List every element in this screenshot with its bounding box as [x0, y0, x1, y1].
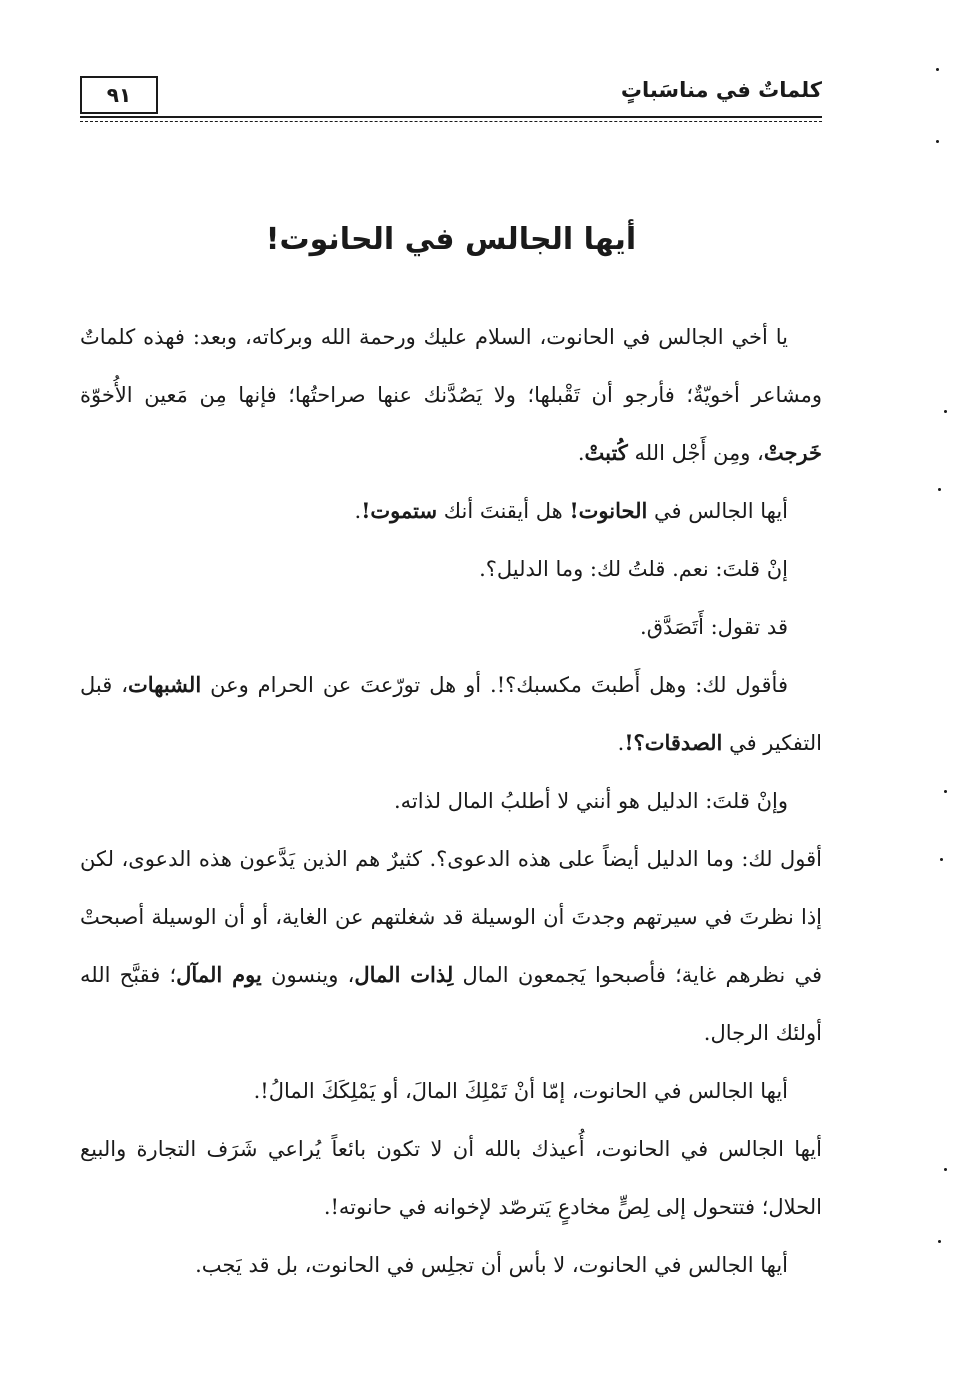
text-run: قد تقول: أَتَصَدَّق.: [640, 615, 788, 639]
paragraph: [80, 308, 822, 482]
bold-phrase: كُتبتْ: [584, 440, 628, 465]
text-run: .: [577, 441, 585, 465]
running-title: كلماتٌ في مناسَباتٍ: [620, 78, 822, 102]
bold-phrase: الشبهات: [128, 672, 202, 697]
paragraph: [80, 540, 822, 598]
text-run: هل أيقنتَ أنك: [437, 499, 570, 523]
bold-phrase: لِذات المال: [354, 962, 454, 987]
text-run: أيها الجالس في: [647, 499, 788, 523]
bold-phrase: الصدقات؟!: [624, 730, 723, 755]
margin-dot: [938, 488, 941, 491]
bold-phrase: ستموت!: [361, 498, 438, 523]
margin-dot: [936, 68, 939, 71]
text-run: .: [354, 499, 362, 523]
paragraph: [80, 656, 822, 772]
text-run: ، ومِن أَجْل الله: [627, 441, 764, 465]
header-rule: [80, 116, 822, 118]
text-run: ؛ فقبَّح الله أولئك الرجال.: [80, 963, 822, 1045]
text-run: أيها الجالس في الحانوت، لا بأس أن تجلِس في الحانوت، بل قد يَجب.: [195, 1253, 788, 1277]
text-run: أقول لك: وما الدليل أيضاً على هذه الدعوى؟. كثيرٌ هم الذين يَدَّعون هذه الدعوى، لكن إذا نظرتَ في سيرتهم وجدتَ أن الوسيلة قد شغلتهم عن الغاية، أو أن الوسيلة أصبحتْ في نظرهم غاية؛ فأصبحوا يَجمعون المال: [80, 847, 822, 987]
bold-phrase: الحانوت!: [569, 498, 648, 523]
paragraph: [80, 1120, 822, 1236]
text-run: .: [617, 731, 625, 755]
chapter-title: أيها الجالس في الحانوت!: [265, 222, 637, 257]
text-run: ، قبل التفكير في: [80, 673, 822, 755]
margin-dot: [944, 1168, 947, 1171]
body-text: [80, 308, 822, 1294]
page-header: [80, 72, 822, 120]
text-run: وإنْ قلتَ: الدليل هو أنني لا أطلبُ المال لذاته.: [394, 789, 788, 813]
text-run: أيها الجالس في الحانوت، أُعيذك بالله أن لا تكون بائعاً يُراعي شَرَف التجارة والبيع الحلال؛ فتتحول إلى لِصٍّ مخادعٍ يَترصّد لإخوانه في حانوته!.: [80, 1137, 822, 1219]
margin-dot: [936, 140, 939, 143]
page-number: ٩١: [80, 76, 158, 114]
bold-phrase: يوم المآل: [176, 962, 262, 987]
bold-phrase: خَرجتْ: [763, 440, 822, 465]
text-run: ، وينسون: [261, 963, 355, 987]
margin-dot: [944, 790, 947, 793]
paragraph: [80, 830, 822, 1062]
text-run: فأقول لك: وهل أَطبتَ مكسبك؟!. أو هل تورّعتَ عن الحرام وعن: [201, 673, 788, 697]
margin-dot: [940, 858, 943, 861]
text-run: إنْ قلتَ: نعم. قلتُ لك: وما الدليل؟.: [479, 557, 788, 581]
margin-dot: [944, 410, 947, 413]
header-rule-dashed: [80, 121, 822, 122]
paragraph: [80, 1062, 822, 1120]
margin-dot: [938, 1240, 941, 1243]
paragraph: [80, 598, 822, 656]
paragraph: [80, 1236, 822, 1294]
paragraph: [80, 772, 822, 830]
text-run: يا أخي الجالس في الحانوت، السلام عليك ورحمة الله وبركاته، وبعد: فهذه كلماتٌ ومشاعر أخويّةٌ؛ فأرجو أن تَقْبلها؛ ولا يَصُدَّنك عنها صراحتُها؛ فإنها مِن مَعين الأُخوّة: [80, 325, 822, 407]
text-run: أيها الجالس في الحانوت، إمّا أنْ تَمْلِكَ المالَ، أو يَمْلِكَكَ المالُ!.: [253, 1079, 788, 1103]
paragraph: [80, 482, 822, 540]
